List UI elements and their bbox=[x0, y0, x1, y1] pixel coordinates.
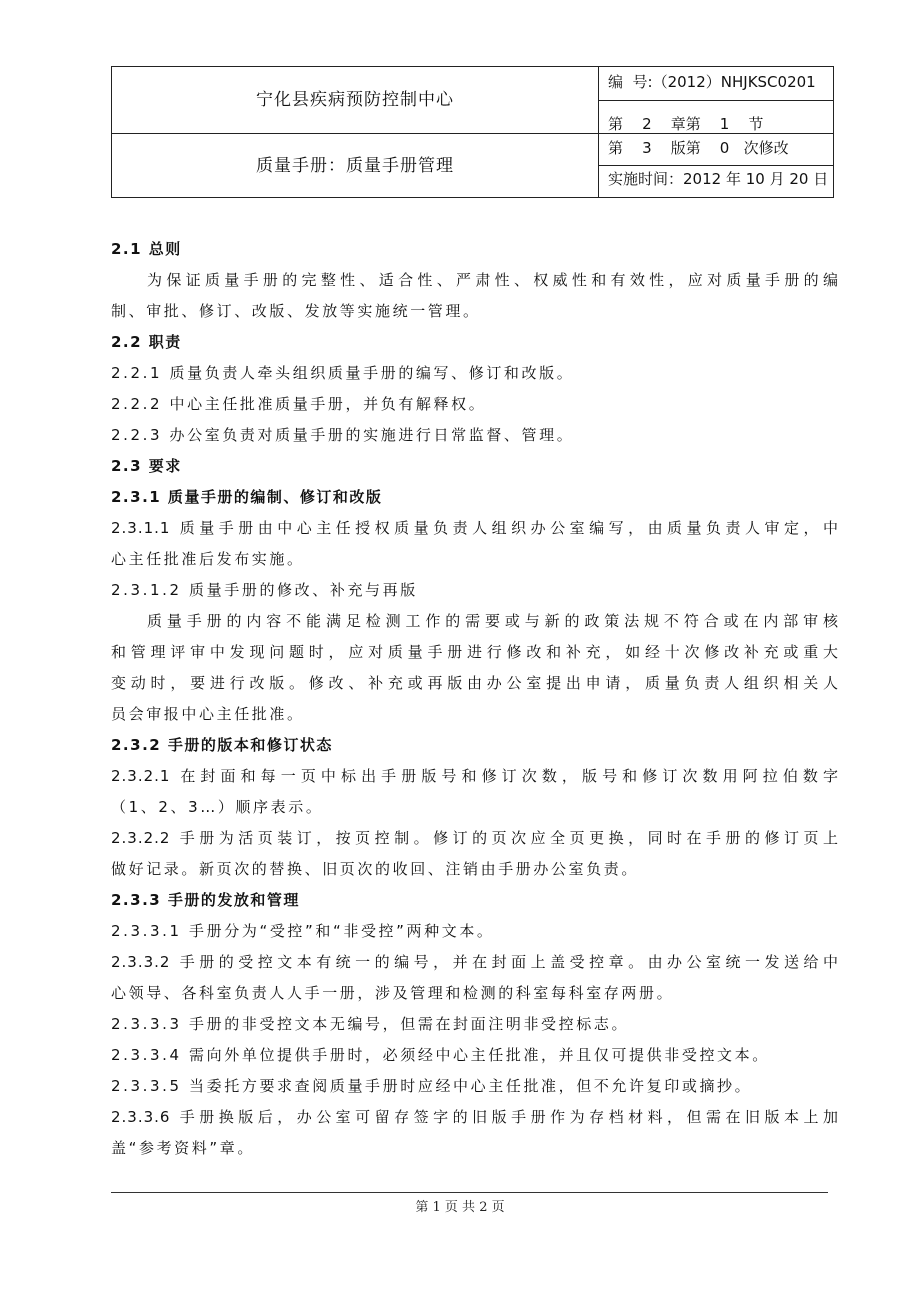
version-revision: 第 3 版第 0 次修改 bbox=[608, 139, 789, 157]
section-heading: 2.1 总则 bbox=[111, 240, 182, 258]
body-text-line: 制、审批、修订、改版、发放等实施统一管理。 bbox=[111, 302, 481, 320]
body-text-line: 和管理评审中发现问题时，应对质量手册进行修改和补充，如经十次修改补充或重大 bbox=[111, 643, 839, 661]
body-text-line: 2.2.1 质量负责人牵头组织质量手册的编写、修订和改版。 bbox=[111, 364, 575, 382]
document-title: 质量手册：质量手册管理 bbox=[256, 156, 454, 176]
section-heading: 2.3.1 质量手册的编制、修订和改版 bbox=[111, 488, 383, 506]
organization-name: 宁化县疾病预防控制中心 bbox=[256, 90, 454, 110]
document-body bbox=[111, 234, 839, 1164]
body-text-line: 2.3.2.1 在封面和每一页中标出手册版号和修订次数，版号和修订次数用阿拉伯数字 bbox=[111, 767, 839, 785]
body-text-line: 心领导、各科室负责人人手一册，涉及管理和检测的科室每科室存两册。 bbox=[111, 984, 675, 1002]
body-text-line: 2.3.3.5 当委托方要求查阅质量手册时应经中心主任批准，但不允许复印或摘抄。 bbox=[111, 1077, 753, 1095]
body-text-line: 2.3.2.2 手册为活页装订，按页控制。修订的页次应全页更换，同时在手册的修订页上 bbox=[111, 829, 839, 847]
body-text-line: 心主任批准后发布实施。 bbox=[111, 550, 305, 568]
body-text-line: 2.2.2 中心主任批准质量手册，并负有解释权。 bbox=[111, 395, 487, 413]
body-text-line: 2.3.1.1 质量手册由中心主任授权质量负责人组织办公室编写，由质量负责人审定，中 bbox=[111, 519, 839, 537]
document-header-table bbox=[111, 66, 834, 198]
body-text-line: 变动时，要进行改版。修改、补充或再版由办公室提出申请，质量负责人组织相关人 bbox=[111, 674, 839, 692]
body-text-line: 为保证质量手册的完整性、适合性、严肃性、权威性和有效性，应对质量手册的编 bbox=[147, 271, 839, 289]
header-divider bbox=[598, 100, 833, 101]
body-text-line: 2.3.3.1 手册分为“受控”和“非受控”两种文本。 bbox=[111, 922, 495, 940]
body-text-line: 员会审报中心主任批准。 bbox=[111, 705, 305, 723]
body-text-line: （1、2、3…）顺序表示。 bbox=[111, 798, 324, 816]
body-text-line: 盖“参考资料”章。 bbox=[111, 1139, 255, 1157]
body-text-line: 2.3.3.6 手册换版后，办公室可留存签字的旧版手册作为存档材料，但需在旧版本上加 bbox=[111, 1108, 839, 1126]
body-text-line: 2.3.3.4 需向外单位提供手册时，必须经中心主任批准，并且仅可提供非受控文本。 bbox=[111, 1046, 770, 1064]
section-heading: 2.3.2 手册的版本和修订状态 bbox=[111, 736, 333, 754]
effective-date: 实施时间：2012 年 10 月 20 日 bbox=[608, 170, 829, 188]
body-text-line: 2.2.3 办公室负责对质量手册的实施进行日常监督、管理。 bbox=[111, 426, 575, 444]
section-heading: 2.3.3 手册的发放和管理 bbox=[111, 891, 300, 909]
body-text-line: 2.3.1.2 质量手册的修改、补充与再版 bbox=[111, 581, 418, 599]
footer-rule bbox=[111, 1192, 828, 1193]
body-text-line: 质量手册的内容不能满足检测工作的需要或与新的政策法规不符合或在内部审核 bbox=[147, 612, 839, 630]
section-heading: 2.3 要求 bbox=[111, 457, 182, 475]
header-divider bbox=[598, 165, 833, 166]
section-heading: 2.2 职责 bbox=[111, 333, 182, 351]
page-number: 第 1 页 共 2 页 bbox=[415, 1200, 505, 1215]
chapter-section: 第 2 章第 1 节 bbox=[608, 115, 764, 133]
body-text-line: 2.3.3.3 手册的非受控文本无编号，但需在封面注明非受控标志。 bbox=[111, 1015, 630, 1033]
body-text-line: 2.3.3.2 手册的受控文本有统一的编号，并在封面上盖受控章。由办公室统一发送给中 bbox=[111, 953, 839, 971]
document-code: 编 号:（2012）NHJKSC0201 bbox=[608, 73, 816, 91]
body-text-line: 做好记录。新页次的替换、旧页次的收回、注销由手册办公室负责。 bbox=[111, 860, 640, 878]
header-divider bbox=[598, 67, 599, 197]
